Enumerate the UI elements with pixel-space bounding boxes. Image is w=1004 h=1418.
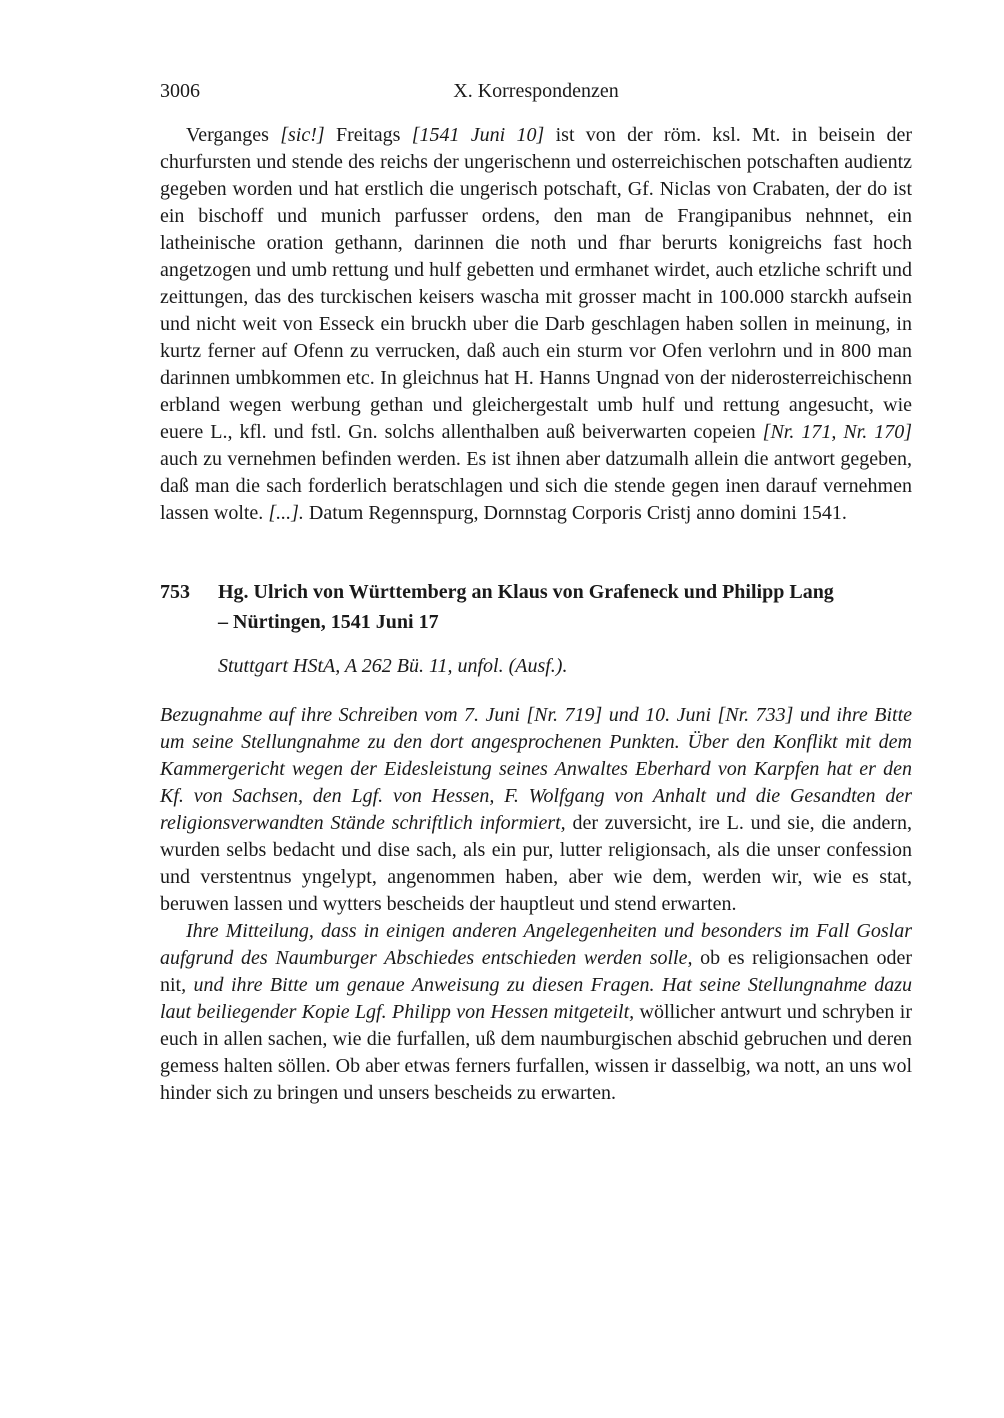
running-header [160, 78, 912, 105]
text-segment: wöllicher antwurt und schryben ir euch in allen sachen, wie die furfallen, uß dem naumburgischen abschid gebruchen und deren gemess halten söllen. Ob aber etwas ferners furfallen, wissen ir dasselbig, wa nott, an uns wol hinder sich zu bringen und unsers bescheids zu erwarten. [160, 1001, 912, 1104]
entry-753 [160, 577, 912, 1107]
text-segment: [Nr. 171, Nr. 170] [762, 421, 912, 443]
archival-source: Stuttgart HStA, A 262 Bü. 11, unfol. (Ausf.). [218, 655, 568, 677]
text-segment: auch zu vernehmen befinden werden. Es ist ihnen aber datzumalh allein die antwort gegeben, daß man die sach forderlich beratschlagen und sich die stende gegen inen darauf vernehmen lassen wolte. [160, 448, 912, 524]
text-segment: der zuversicht, ire L. und sie, die andern, wurden selbs bedacht und dise sach, als ein pur, lutter religionsach, als die unser confession und verstentnus yngelypt, angenommen haben, aber wie dem, werden wir, wie es stat, beruwen lassen und wytters bescheids der hauptleut und stend erwarten. [160, 812, 912, 915]
entry-place-date: – Nürtingen, 1541 Juni 17 [218, 611, 439, 633]
summary-paragraph-1 [160, 702, 912, 918]
text-block [160, 122, 912, 1107]
text-segment: [1541 Juni 10] [411, 124, 545, 146]
text-segment: Ihre Mitteilung, dass in einigen anderen Angelegenheiten und besonders im Fall Goslar aufgrund des Naumburger Abschiedes entschieden werden solle, [160, 920, 912, 969]
entry-number: 753 [160, 581, 190, 603]
text-segment: Freitags [324, 124, 412, 146]
entry-heading [160, 577, 912, 637]
text-segment: [...]. [268, 502, 304, 524]
entry-recipients: Hg. Ulrich von Württemberg an Klaus von Grafeneck und Philipp Lang [218, 581, 834, 603]
letter-body-paragraph [160, 122, 912, 527]
page-number: 3006 [160, 80, 200, 102]
summary-paragraph-2 [160, 918, 912, 1107]
text-segment: [sic!] [280, 124, 325, 146]
entry-title [218, 577, 912, 637]
text-segment: , und ihre Bitte um genaue Anweisung zu diesen Fragen. Hat seine Stellungnahme dazu laut beiliegender Kopie Lgf. Philipp von Hessen mitgeteilt, [160, 974, 912, 1023]
text-segment: Datum Regennspurg, Dornnstag Corporis Cristj anno domini 1541. [303, 502, 847, 524]
text-segment: ist von der röm. ksl. Mt. in beisein der churfursten und stende des reichs der ungerischenn und osterreichischen potschaften audientz gegeben worden und hat erstlich die ungerisch potschaft, Gf. Niclas von Crabaten, der do ist ein bischoff und munich parfusser ordens, den man de Frangipanibus nehnnet, ein latheinische oration gethann, darinnen die noth und fhar berurts konigreichs fast hoch angetzogen und umb rettung und hulf gebetten und ermhanet wirdet, auch etzliche schrift und zeittungen, das des turckischen keisers wascha mit grosser macht in 100.000 starckh aufsein und nicht weit von Esseck ein bruckh uber die Darb geschlagen haben sollen in meinung, in kurtz ferner auf Ofenn zu verrucken, daß auch ein sturm vor Ofen verlohrn und in 800 man darinnen umbkommen etc. In gleichnus hat H. Hanns Ungnad von der niderosterreichischenn erbland wegen werbung gethan und gleichergestalt umb hulf und rettung angesucht, wie euere L., kfl. und fstl. Gn. solchs allenthalben auß beiverwarten copeien [160, 124, 913, 443]
text-segment: Bezugnahme auf ihre Schreiben vom 7. Juni [Nr. 719] und 10. Juni [Nr. 733] und ihre Bitte um seine Stellungnahme zu den dort angesprochenen Punkten. Über den Konflikt mit dem Kammergericht wegen der Eidesleistung seines Anwaltes Eberhard von Karpfen hat er den Kf. von Sachsen, den Lgf. von Hessen, F. Wolfgang von Anhalt und die Gesandten der religionsverwandten Stände schriftlich informiert, [160, 704, 912, 834]
text-segment: ob es religionsachen oder nit [160, 947, 912, 996]
running-head-title: X. Korrespondenzen [453, 80, 619, 102]
text-segment: Verganges [186, 124, 281, 146]
